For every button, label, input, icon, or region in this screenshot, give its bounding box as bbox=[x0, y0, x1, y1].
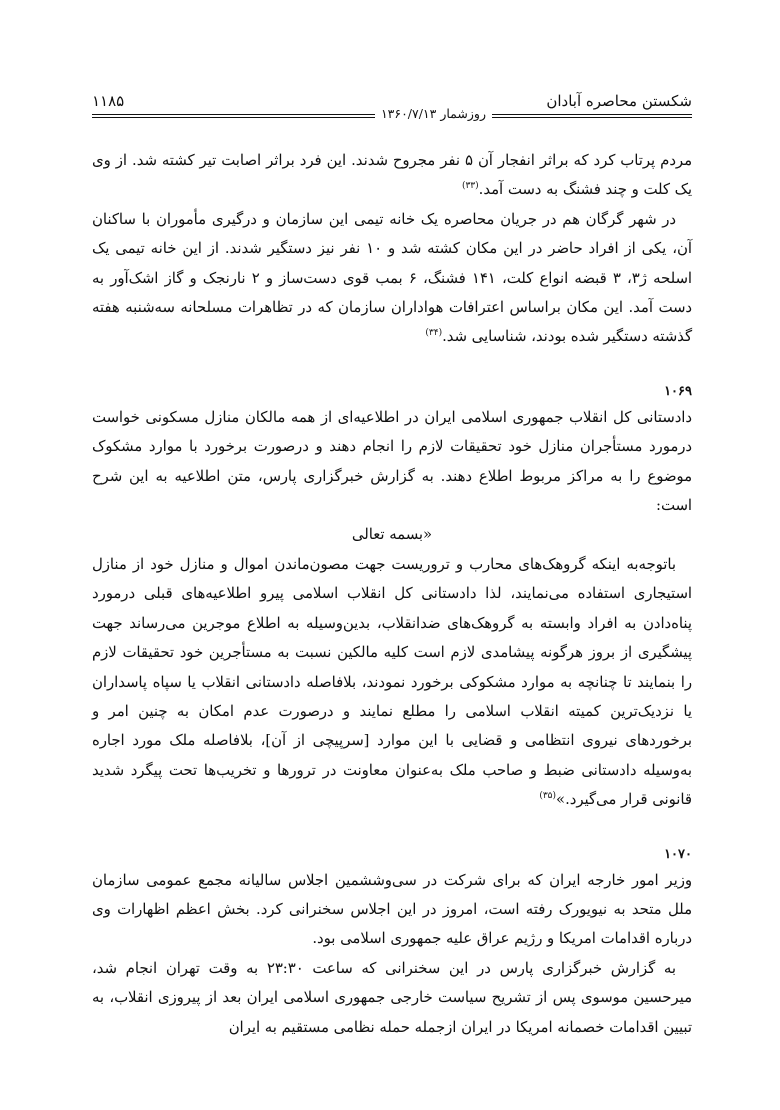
page-number: ۱۱۸۵ bbox=[92, 92, 125, 110]
paragraph-gorgan bbox=[92, 205, 692, 352]
running-header bbox=[92, 90, 692, 126]
announcement-body bbox=[92, 550, 692, 815]
page-content bbox=[92, 146, 692, 1042]
paragraph-text: باتوجه‌به اینکه گروهک‌های محارب و تروریست جهت مصون‌ماندن اموال و منازل خود از منازل استیجاری استفاده می‌نمایند، لذا دادستانی کل انقلاب اسلامی پیرو اطلاعیه‌های قبلی درمورد پناه‌دادن به افراد وابسته به گروهک‌های ضدانقلاب، بدین‌وسیله به اطلاع موجرین می‌رساند جهت پیشگیری از بروز هرگونه پیشامدی لازم است کلیه مالکین نسبت به مستأجرین خود تحقیقات لازم را بنمایند تا چنانچه به موارد مشکوکی برخورد نمودند، بلافاصله دادستانی انقلاب یا سپاه پاسداران یا نزدیک‌ترین کمیته انقلاب اسلامی را مطلع نمایند و درصورت عدم امکان به چنین امر و برخوردهای نیروی انتظامی و قضایی با این موارد [سرپیچی از آن]، بلافاصله ملک مورد اجاره به‌وسیله دادستانی ضبط و صاحب ملک به‌عنوان معاونت در ترورها و تخریب‌ها تحت پیگرد شدید قانونی قرار می‌گیرد.» bbox=[92, 555, 692, 809]
entry-number: ۱۰۷۰ bbox=[664, 846, 692, 862]
entry-intro: وزیر امور خارجه ایران که برای شرکت در سی‌وششمین اجلاس سالیانه مجمع عمومی سازمان ملل متحد به نیویورک رفته است، امروز در این اجلاس سخنرانی کرد. بخش اعظم اظهارات وی درباره اقدامات امریکا و رژیم عراق علیه جمهوری اسلامی بود. bbox=[92, 871, 692, 948]
book-title: شکستن محاصره آبادان bbox=[546, 92, 692, 110]
paragraph-text: مردم پرتاب کرد که براثر انفجار آن ۵ نفر مجروح شدند. این فرد براثر اصابت تیر کشته شد. از وی یک کلت و چند فشنگ به دست آمد. bbox=[92, 152, 692, 199]
footnote-ref: (۳۴) bbox=[425, 328, 443, 339]
date-label: روزشمار ۱۳۶۰/۷/۱۳ bbox=[375, 106, 492, 121]
paragraph-text: در شهر گرگان هم در جریان محاصره یک خانه تیمی این سازمان و درگیری مأموران با ساکنان آن، یکی از افراد حاضر در این مکان کشته شد و ۱۰ نفر نیز دستگیر شدند. از این خانه تیمی یک اسلحه ژ۳، ۳ قبضه انواع کلت، ۱۴۱ فشنگ، ۶ بمب قوی دست‌ساز و ۲ نارنجک و گاز اشک‌آور به دست آمد. این مکان براساس اعترافات هواداران سازمان که در تظاهرات مسلحانه سه‌شنبه هفته گذشته دستگیر شده بودند، شناسایی شد. bbox=[92, 210, 692, 346]
entry-intro: دادستانی کل انقلاب جمهوری اسلامی ایران در اطلاعیه‌ای از همه مالکان منازل مسکونی خواست درمورد مستأجران منازل خود تحقیقات لازم را انجام دهند و درصورت برخورد با موارد مشکوک موضوع را به مراکز مربوط اطلاع دهند. به گزارش خبرگزاری پارس، متن اطلاعیه به این شرح است: bbox=[92, 408, 692, 515]
book-page bbox=[92, 90, 692, 1042]
footnote-ref: (۳۳) bbox=[461, 181, 479, 192]
paragraph-continuation bbox=[92, 146, 692, 205]
announcement-heading: «بسمه تعالی bbox=[351, 526, 433, 544]
footnote-ref: (۳۵) bbox=[539, 791, 557, 802]
entry-number: ۱۰۶۹ bbox=[664, 383, 692, 399]
entry-body: به گزارش خبرگزاری پارس در این سخنرانی که ساعت ۲۳:۳۰ به وقت تهران انجام شد، میرحسین موسوی پس از تشریح سیاست خارجی جمهوری اسلامی ایران بعد از پیروزی انقلاب، به تبیین اقدامات خصمانه امریکا در ایران ازجمله حمله نظامی مستقیم به ایران bbox=[92, 959, 692, 1036]
